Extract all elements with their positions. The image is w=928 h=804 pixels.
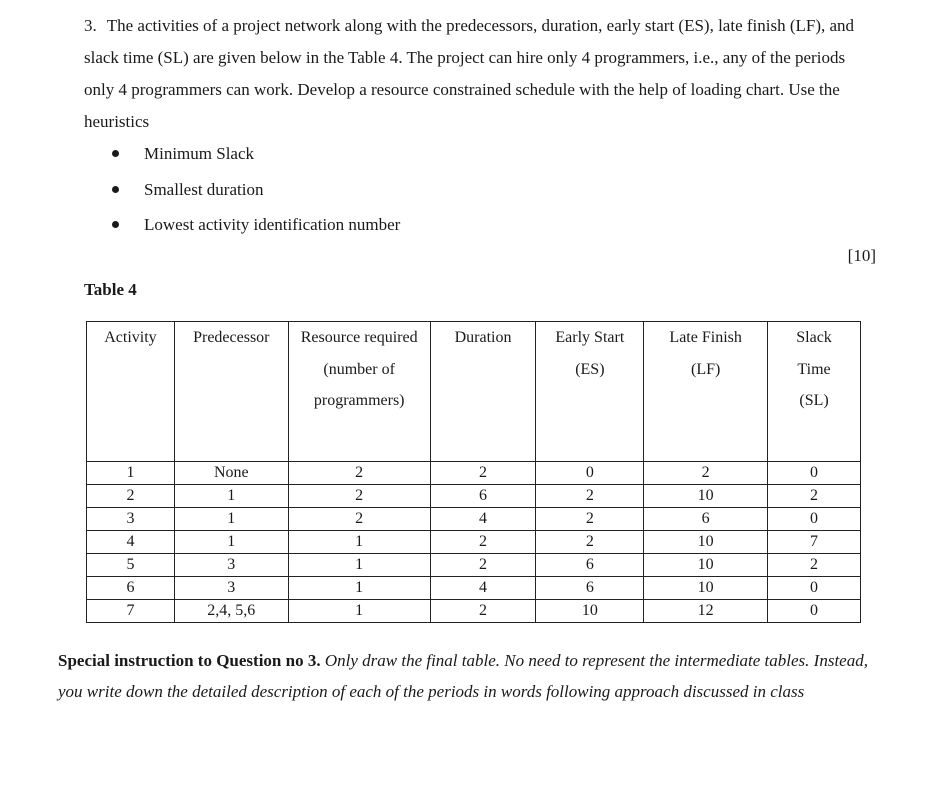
special-instruction-text: Only draw the final table. No need to represent the intermediate tables. Instead, you write down the detailed description of each of the periods in words following approach discussed in class [58,651,868,701]
table-row: 7 2,4, 5,6 1 2 10 12 0 [87,600,861,623]
table-row: 3 1 2 4 2 6 0 [87,508,861,531]
header-slack: Slack Time (SL) [768,322,861,462]
table-caption: Table 4 [84,280,137,299]
table-row: 1 None 2 2 0 2 0 [87,462,861,485]
question-text [84,10,874,138]
bullet-icon [112,221,119,228]
header-activity: Activity [87,322,175,462]
header-early-start: Early Start (ES) [536,322,644,462]
question-number: 3. [84,16,97,35]
bullet-icon [112,150,119,157]
header-predecessor: Predecessor [174,322,288,462]
table-row: 5 3 1 2 6 10 2 [87,554,861,577]
header-duration: Duration [430,322,536,462]
table-row: 6 3 1 4 6 10 0 [87,577,861,600]
header-resource: Resource required (number of programmers) [288,322,430,462]
heuristics-list [112,140,400,247]
special-instruction-label: Special instruction to Question no 3. [58,651,321,670]
list-item: Smallest duration [112,176,400,212]
bullet-icon [112,186,119,193]
special-instruction [58,645,888,707]
question-body: The activities of a project network along with the predecessors, duration, early start (ES), late finish (LF), and slack time (SL) are given below in the Table 4. The project can hire only 4 programmers, i.e., any of the periods only 4 programmers can work. Develop a resource constrained schedule with the help of loading chart. Use the heuristics [84,16,855,131]
table-header-row [87,322,861,462]
list-item: Minimum Slack [112,140,400,176]
header-late-finish: Late Finish (LF) [644,322,768,462]
marks-label: [10] [847,246,876,265]
table-row: 2 1 2 6 2 10 2 [87,485,861,508]
activity-table [86,321,861,623]
list-item: Lowest activity identification number [112,211,400,247]
table-row: 4 1 1 2 2 10 7 [87,531,861,554]
